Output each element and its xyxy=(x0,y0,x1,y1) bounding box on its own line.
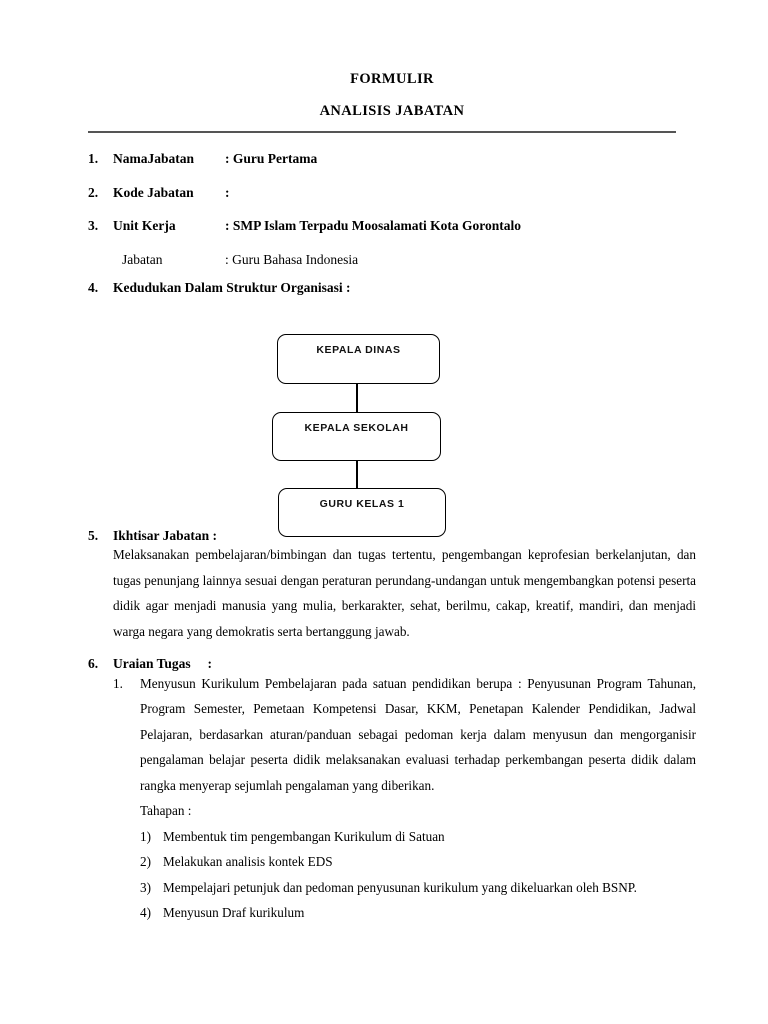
list-item-text: Menyusun Draf kurikulum xyxy=(163,905,305,920)
organization-chart xyxy=(88,307,696,529)
header-divider xyxy=(88,131,676,133)
ikhtisar-paragraph: Melaksanakan pembelajaran/bimbingan dan tugas tertentu, pengembangan keprofesian berkelanjutan, dan tugas penunjang lainnya sesuai dengan peraturan perundang-undangan untuk mengembangkan potensi peserta didik agar menjadi manusia yang mulia, berkarakter, sehat, berilmu, cakap, kreatif, mandiri, dan menjadi warga negara yang demokratis serta bertanggung jawab. xyxy=(113,547,696,639)
field-value: : Guru Bahasa Indonesia xyxy=(225,251,359,267)
org-box-label: GURU KELAS 1 xyxy=(319,497,405,510)
tahapan-label: Tahapan : xyxy=(140,803,192,818)
field-label: NamaJabatan xyxy=(113,151,195,166)
field-row-kedudukan xyxy=(88,281,696,295)
field-number: 2. xyxy=(88,184,99,200)
field-label: Kedudukan Dalam Struktur Organisasi : xyxy=(113,280,351,295)
list-item-text: Mempelajari petunjuk dan pedoman penyusunan kurikulum yang dikeluarkan oleh BSNP. xyxy=(163,879,637,895)
list-item-marker: 1) xyxy=(140,828,151,844)
field-row-unit-kerja xyxy=(88,219,696,233)
field-row-kode-jabatan xyxy=(88,186,696,200)
org-connector-dinas-to-sekolah xyxy=(356,384,358,412)
field-number: 1. xyxy=(88,151,99,166)
field-value: : Guru Pertama xyxy=(225,151,318,166)
field-label: Unit Kerja xyxy=(113,218,176,233)
list-item xyxy=(140,849,696,875)
org-connector-sekolah-to-guru xyxy=(356,461,358,488)
list-item-text: Membentuk tim pengembangan Kurikulum di Satuan xyxy=(163,828,445,844)
field-number: 4. xyxy=(88,280,99,295)
field-value: : SMP Islam Terpadu Moosalamati Kota Gorontalo xyxy=(225,218,522,233)
list-item xyxy=(140,875,696,901)
task-list xyxy=(88,671,696,799)
document-content xyxy=(88,0,696,926)
list-item-marker: 3) xyxy=(140,879,151,895)
list-item-marker: 2) xyxy=(140,854,151,869)
field-value: : xyxy=(225,184,230,200)
section-title: Uraian Tugas : xyxy=(113,656,213,671)
document-header xyxy=(88,0,696,118)
org-box-kepala-sekolah xyxy=(272,412,441,461)
page-subtitle: ANALISIS JABATAN xyxy=(319,102,465,119)
field-label: Jabatan xyxy=(122,251,163,267)
org-box-kepala-dinas xyxy=(277,334,440,384)
field-label: Kode Jabatan xyxy=(113,184,194,200)
task-item xyxy=(113,671,696,799)
identity-fields xyxy=(88,152,696,295)
org-box-guru-kelas-1 xyxy=(278,488,446,537)
list-item-text: Melakukan analisis kontek EDS xyxy=(163,854,333,869)
section-ikhtisar-jabatan xyxy=(88,529,696,645)
list-item xyxy=(140,900,696,926)
field-number: 3. xyxy=(88,218,99,233)
section-uraian-tugas xyxy=(88,657,696,926)
field-row-jabatan xyxy=(88,253,696,267)
section-heading-6 xyxy=(88,657,696,671)
section-title: Ikhtisar Jabatan : xyxy=(113,527,218,543)
page-title: FORMULIR xyxy=(350,71,434,87)
section-number: 5. xyxy=(88,527,99,543)
list-item-marker: 4) xyxy=(140,905,151,920)
list-item xyxy=(140,824,696,850)
org-box-label: KEPALA DINAS xyxy=(316,343,401,356)
org-box-label: KEPALA SEKOLAH xyxy=(304,421,409,434)
field-row-nama-jabatan xyxy=(88,152,696,166)
task-marker: 1. xyxy=(113,675,123,691)
task-text: Menyusun Kurikulum Pembelajaran pada satuan pendidikan berupa : Penyusunan Program Tahunan, Program Semester, Pemetaan Kompetensi Dasar, KKM, Penetapan Kalender Pendidikan, Jadwal Pelajaran, berdasarkan aturan/panduan sebagai pedoman kerja dalam menyusun dan mengorganisir pengalaman belajar peserta didik melaksanakan evaluasi terhadap perkembangan peserta didik dalam rangka menyerap sejumlah pengalaman yang diberikan. xyxy=(140,675,696,793)
section-number: 6. xyxy=(88,656,99,671)
tahapan-list xyxy=(88,824,696,926)
